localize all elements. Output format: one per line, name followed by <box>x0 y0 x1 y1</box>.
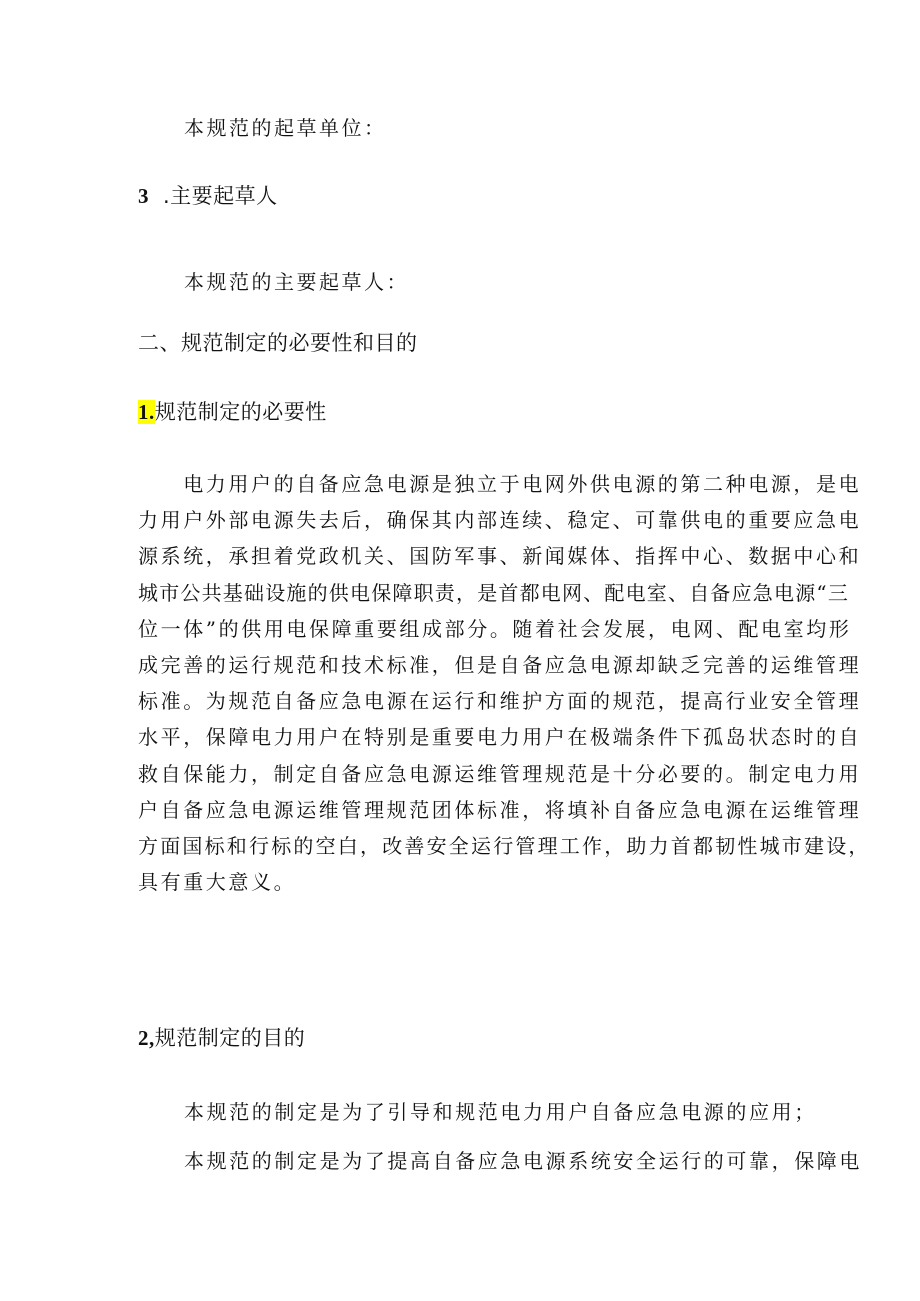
paragraph-line: 位一体”的供用电保障重要组成部分。随着社会发展，电网、配电室均形 <box>138 616 852 641</box>
purpose-line-1: 本规范的制定是为了引导和规范电力用户自备应急电源的应用； <box>184 1100 817 1124</box>
paragraph-line: 城市公共基础设施的供电保障职责，是首都电网、配电室、自备应急电源“三 <box>138 580 850 605</box>
main-drafters-line: 本规范的主要起草人： <box>184 270 409 294</box>
heading-necessity <box>138 396 327 426</box>
paragraph-line: 救自保能力，制定自备应急电源运维管理规范是十分必要的。制定电力用 <box>138 761 862 786</box>
paragraph-line: 源系统，承担着党政机关、国防军事、新闻媒体、指挥中心、数据中心和 <box>138 544 862 569</box>
paragraph-line: 标准。为规范自备应急电源在运行和维护方面的规范，提高行业安全管理 <box>138 689 862 714</box>
heading-number: 2, <box>138 1026 155 1050</box>
paragraph-line: 户自备应急电源运维管理规范团体标准，将填补自备应急电源在运维管理 <box>138 797 862 822</box>
heading-number-highlighted: 1. <box>138 400 155 424</box>
heading-text: 规范制定的必要性 <box>154 400 327 424</box>
heading-number: 3 <box>138 184 149 208</box>
section-title: 二、规范制定的必要性和目的 <box>138 331 418 355</box>
purpose-line-2: 本规范的制定是为了提高自备应急电源系统安全运行的可靠，保障电 <box>184 1149 862 1173</box>
paragraph-line: 力用户外部电源失去后，确保其内部连续、稳定、可靠供电的重要应急电 <box>138 508 862 533</box>
heading-text: .主要起草人 <box>163 184 278 208</box>
paragraph-line: 水平，保障电力用户在特别是重要电力用户在极端条件下孤岛状态时的自 <box>138 725 862 750</box>
heading-main-drafters <box>138 180 278 210</box>
drafting-unit-line: 本规范的起草单位： <box>184 116 387 140</box>
paragraph-line: 具有重大意义。 <box>138 870 297 895</box>
paragraph-line: 方面国标和行标的空白，改善安全运行管理工作，助力首都韧性城市建设， <box>138 833 871 858</box>
heading-purpose <box>138 1022 305 1052</box>
paragraph-line: 电力用户的自备应急电源是独立于电网外供电源的第二种电源，是电 <box>138 472 862 496</box>
heading-text: 规范制定的目的 <box>154 1026 306 1050</box>
necessity-paragraph <box>138 466 871 900</box>
paragraph-line: 成完善的运行规范和技术标准，但是自备应急电源却缺乏完善的运维管理 <box>138 652 862 677</box>
